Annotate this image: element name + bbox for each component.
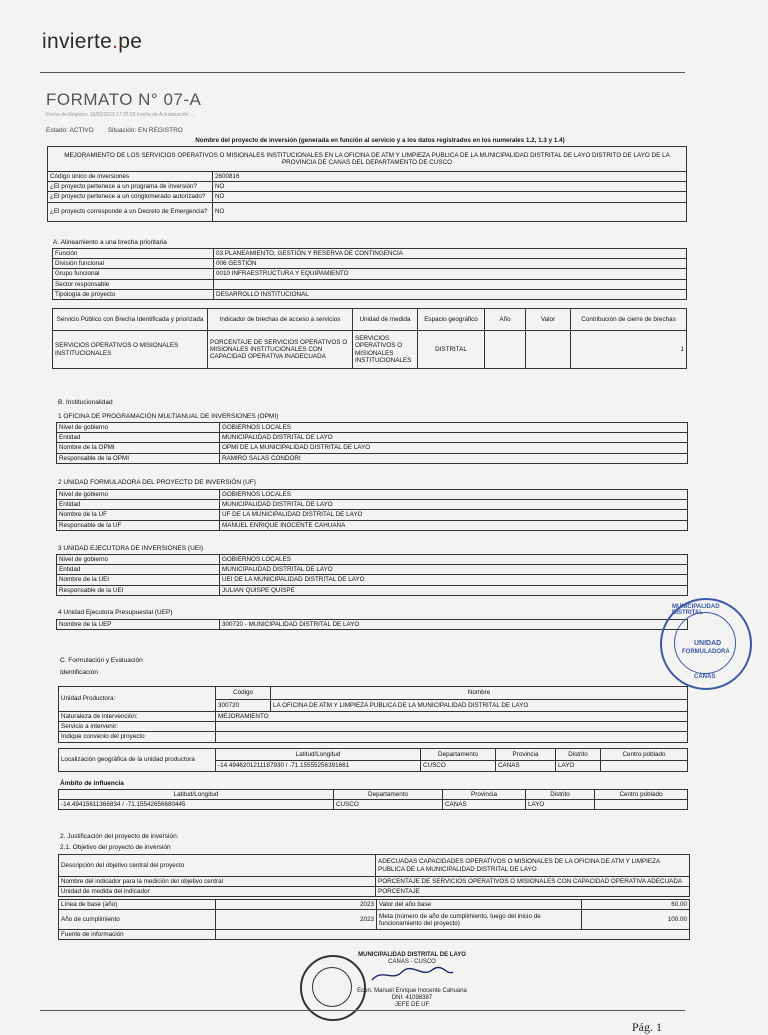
uf-row-label: Responsable de la UF	[57, 520, 220, 530]
ambito-table	[58, 789, 688, 810]
stamp-text: CANAS	[694, 674, 716, 680]
obj-label: Descripción del objetivo central del proyecto	[59, 855, 376, 877]
fuente-label: Fuente de información	[59, 930, 216, 940]
section-b-title: B. Institucionalidad	[58, 399, 113, 406]
section-a-title: A. Alineamiento a una brecha prioritaria	[53, 239, 167, 246]
linea-base-table	[58, 899, 690, 940]
status-value: Estado: ACTIVO	[46, 127, 94, 134]
project-name: MEJORAMIENTO DE LOS SERVICIOS OPERATIVOS O MISIONALES INSTITUCIONALES EN LA OFICINA DE ATM Y LIMPIEZA PUBLICA DE LA MUNICIPALIDAD DISTRITAL DE LAYO DISTRITO DE LAYO DE LA PROVINCIA DE CANAS DEL DEPARTAMENTO DE CUSCO	[48, 147, 687, 172]
section-c-title: C. Formulación y Evaluación	[60, 657, 143, 664]
loc-header: Centro poblado	[601, 749, 688, 761]
emergency-label: ¿El proyecto corresponde a un Decreto de Emergencia?	[48, 202, 213, 221]
project-name-caption: Nombre del proyecto de inversión (generada en función al servicio y a los datos registrados en los numerales 1.2, 1.3 y 1.4)	[195, 137, 565, 144]
unidad-productora-table	[58, 686, 688, 743]
opmi-title: 1 OFICINA DE PROGRAMACIÓN MULTIANUAL DE INVERSIONES (OPMI)	[58, 413, 279, 420]
localizacion-table	[58, 748, 688, 772]
opmi-row-value: MUNICIPALIDAD DISTRITAL DE LAYO	[220, 433, 688, 443]
conglomerate-label: ¿El proyecto pertenece a un conglomerado autorizado?	[48, 192, 213, 202]
fuente-value	[216, 930, 690, 940]
conglomerate-value: NO	[213, 192, 687, 202]
brecha-cell: DISTRITAL	[418, 331, 485, 369]
brecha-header: Año	[485, 309, 526, 331]
top-divider	[40, 72, 685, 73]
obj-value: ADECUADAS CAPACIDADES OPERATIVOS O MISIONALES DE LA OFICINA DE ATM Y LIMPIEZA PUBLICA DE LA MUNICIPALIDAD DISTRITAL DE LAYO	[376, 855, 690, 877]
opmi-row-label: Nombre de la OPMI	[57, 443, 220, 453]
uei-row-label: Responsable de la UEI	[57, 585, 220, 595]
emergency-value: NO	[213, 202, 687, 221]
cump-year: 2023	[216, 910, 377, 930]
justificacion-title: 2. Justificación del proyecto de inversión:	[60, 833, 179, 840]
sector-value	[214, 279, 687, 289]
opmi-row-label: Nivel de gobierno	[57, 423, 220, 433]
base-value: 60.00	[582, 900, 690, 910]
project-name-table	[47, 146, 687, 222]
up-name-header: Nombre	[271, 687, 688, 700]
brecha-table	[52, 308, 687, 369]
uei-table	[56, 554, 688, 596]
unidad-value: PORCENTAJE	[376, 887, 690, 897]
situation-value: Situación: EN REGISTRO	[107, 127, 183, 134]
uei-row-label: Entidad	[57, 565, 220, 575]
division-label: División funcional	[53, 259, 214, 269]
uep-table	[56, 619, 688, 630]
program-value: NO	[213, 182, 687, 192]
sig-line: JEFE DE UF	[394, 1001, 430, 1008]
amb-value	[595, 800, 688, 810]
grupo-value: 0010 INFRAESTRUCTURA Y EQUIPAMIENTO	[214, 269, 687, 279]
uei-row-value: UEI DE LA MUNICIPALIDAD DISTRITAL DE LAYO	[220, 575, 688, 585]
invierte-logo: invierte.pe	[42, 30, 143, 53]
sig-line: CANAS - CUSCO	[388, 959, 436, 966]
tipologia-value: DESARROLLO INSTITUCIONAL	[214, 289, 687, 299]
amb-header: Departamento	[334, 790, 443, 800]
uf-row-value: MANUEL ENRIQUE INOCENTE CAHUANA	[220, 520, 688, 530]
uep-row-label: Nombre de la UEP	[57, 620, 220, 630]
ambito-title: Ámbito de influencia	[60, 780, 124, 787]
up-code: 300720	[216, 699, 271, 712]
loc-header: Latitud/Longitud	[216, 749, 421, 761]
base-year: 2023	[216, 900, 377, 910]
sig-line: MUNICIPALIDAD DISTRITAL DE LAYO	[358, 952, 466, 958]
status-line	[46, 127, 197, 134]
loc-value: CUSCO	[421, 760, 496, 772]
uep-title: 4 Unidad Ejecutora Presupuestal (UEP)	[58, 609, 173, 616]
opmi-table	[56, 422, 688, 464]
program-label: ¿El proyecto pertenece a un programa de inversión?	[48, 182, 213, 192]
brecha-cell	[526, 331, 571, 369]
uf-table	[56, 489, 688, 531]
brecha-cell: SERVICIOS OPERATIVOS O MISIONALES INSTITUCIONALES	[353, 331, 418, 369]
division-value: 006 GESTIÓN	[214, 259, 687, 269]
uf-row-value: MUNICIPALIDAD DISTRITAL DE LAYO	[220, 500, 688, 510]
brecha-header: Valor	[526, 309, 571, 331]
signature-block	[352, 952, 472, 1009]
grupo-label: Grupo funcional	[53, 269, 214, 279]
funcion-label: Función	[53, 249, 214, 259]
amb-value: CUSCO	[334, 800, 443, 810]
naturaleza-value: MEJORAMIENTO	[216, 712, 688, 722]
uep-row-value: 300720 - MUNICIPALIDAD DISTRITAL DE LAYO	[220, 620, 688, 630]
brecha-cell	[485, 331, 526, 369]
convenio-value	[216, 732, 688, 742]
objetivo-title: 2.1. Objetivo del proyecto de inversión	[60, 844, 171, 851]
base-value-label: Valor del año base	[377, 900, 582, 910]
uei-row-value: GOBIERNOS LOCALES	[220, 555, 688, 565]
uei-row-label: Nombre de la UEI	[57, 575, 220, 585]
section-a-table	[52, 248, 687, 300]
up-name: LA OFICINA DE ATM Y LIMPIEZA PUBLICA DE LA MUNICIPALIDAD DISTRITAL DE LAYO	[271, 699, 688, 712]
brecha-header: Indicador de brechas de acceso a servicios	[208, 309, 353, 331]
brecha-cell: SERVICIOS OPERATIVOS O MISIONALES INSTITUCIONALES	[53, 331, 208, 369]
opmi-row-label: Responsable de la OPMI	[57, 453, 220, 463]
page-number: Pág. 1	[632, 1020, 662, 1034]
amb-value: LAYO	[526, 800, 595, 810]
sector-label: Sector responsable	[53, 279, 214, 289]
loc-value: -14.4946201211187930 / -71.15555256391661	[216, 760, 421, 772]
cui-value: 2600816	[213, 172, 687, 182]
uei-row-value: MUNICIPALIDAD DISTRITAL DE LAYO	[220, 565, 688, 575]
brecha-cell: 1	[571, 331, 687, 369]
brecha-header: Contribución de cierre de brechas	[571, 309, 687, 331]
servicio-value	[216, 722, 688, 732]
sig-line: DNI: 41098387	[391, 994, 433, 1001]
uf-row-label: Entidad	[57, 500, 220, 510]
loc-header: Departamento	[421, 749, 496, 761]
amb-header: Centro poblado	[595, 790, 688, 800]
brecha-header: Servicio Público con Brecha Identificada y priorizada	[53, 309, 208, 331]
stamp-text: UNIDAD	[694, 640, 722, 647]
uf-title: 2 UNIDAD FORMULADORA DEL PROYECTO DE INVERSIÓN (UF)	[58, 479, 256, 486]
unidad-label: Unidad de medida del indicador	[59, 887, 376, 897]
base-label: Línea de base (año)	[59, 900, 216, 910]
uei-row-label: Nivel de gobierno	[57, 555, 220, 565]
registration-dates: Fecha de Registro: 18/03/2023 17:25:53 Fecha de Actualización: ...	[46, 112, 196, 118]
uf-row-label: Nombre de la UF	[57, 510, 220, 520]
opmi-row-label: Entidad	[57, 433, 220, 443]
brecha-header: Unidad de medida	[353, 309, 418, 331]
uf-row-label: Nivel de gobierno	[57, 490, 220, 500]
opmi-row-value: GOBIERNOS LOCALES	[220, 423, 688, 433]
brecha-header: Espacio geográfico	[418, 309, 485, 331]
stamp-text: MUNICIPALIDAD DISTRITAL	[672, 604, 720, 616]
amb-header: Distrito	[526, 790, 595, 800]
signature-scribble-icon	[367, 966, 457, 984]
seal-inner-ring	[312, 967, 352, 1007]
cump-value: 100.00	[582, 910, 690, 930]
cump-value-label: Meta (número de año de cumplimiento, luego del inicio de funcionamiento del proyecto)	[377, 910, 582, 930]
uf-row-value: GOBIERNOS LOCALES	[220, 490, 688, 500]
amb-header: Provincia	[443, 790, 526, 800]
opmi-row-value: RAMIRO SALAS CONDORI	[220, 453, 688, 463]
servicio-label: Servicio a intervenir:	[59, 722, 216, 732]
amb-header: Latitud/Longitud	[59, 790, 334, 800]
uei-row-value: JULIAN QUISPE QUISPE	[220, 585, 688, 595]
loc-header: Provincia	[496, 749, 556, 761]
stamp-text: FORMULADORA	[682, 649, 730, 655]
bottom-divider	[40, 1010, 685, 1011]
form-title: FORMATO N° 07-A	[46, 90, 202, 109]
unidad-formuladora-stamp	[660, 598, 752, 690]
sig-line: Econ. Manuel Enrique Inocente Cahuana	[357, 987, 467, 994]
amb-value: CANAS	[443, 800, 526, 810]
loc-header: Distrito	[556, 749, 601, 761]
tipologia-label: Tipología de proyecto	[53, 289, 214, 299]
identificacion-title: Identificación	[60, 669, 98, 676]
cui-label: Código único de inversiones	[48, 172, 213, 182]
uei-title: 3 UNIDAD EJECUTORA DE INVERSIONES (UEI)	[58, 545, 204, 552]
funcion-value: 03 PLANEAMIENTO, GESTIÓN Y RESERVA DE CONTINGENCIA	[214, 249, 687, 259]
objetivo-table	[58, 854, 690, 897]
indicador-value: PORCENTAJE DE SERVICIOS OPERATIVOS O MISIONALES CON CAPACIDAD OPERATIVA ADECUADA	[376, 877, 690, 887]
cump-label: Año de cumplimiento	[59, 910, 216, 930]
up-label: Unidad Productora:	[59, 687, 216, 712]
loc-label: Localización geográfica de la unidad productora	[59, 749, 216, 772]
loc-value: LAYO	[556, 760, 601, 772]
loc-value	[601, 760, 688, 772]
naturaleza-label: Naturaleza de intervención:	[59, 712, 216, 722]
uf-row-value: UF DE LA MUNICIPALIDAD DISTRITAL DE LAYO	[220, 510, 688, 520]
indicador-label: Nombre del indicador para la medición del objetivo central	[59, 877, 376, 887]
opmi-row-value: OPMI DE LA MUNICIPALIDAD DISTRITAL DE LAYO	[220, 443, 688, 453]
convenio-label: Indique convenio del proyecto	[59, 732, 216, 742]
up-code-header: Código	[216, 687, 271, 700]
amb-value: -14.49415611366834 / -71.15542656680445	[59, 800, 334, 810]
loc-value: CANAS	[496, 760, 556, 772]
brecha-cell: PORCENTAJE DE SERVICIOS OPERATIVOS O MISIONALES INSTITUCIONALES CON CAPACIDAD OPERATIVA INADECUADA	[208, 331, 353, 369]
